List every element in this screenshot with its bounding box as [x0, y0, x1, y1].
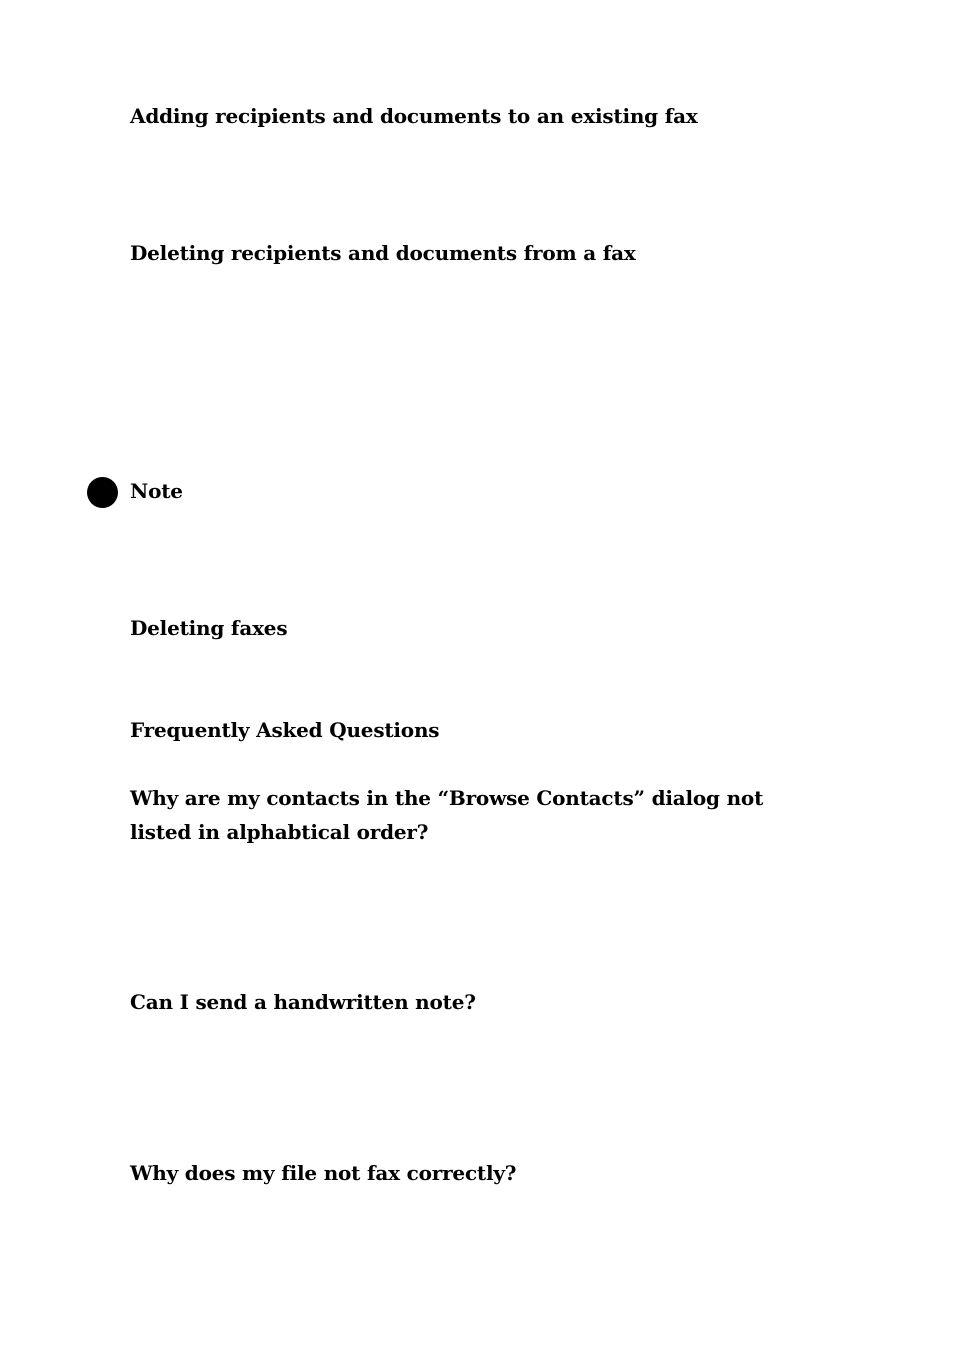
- note-bullet-icon: [87, 477, 118, 508]
- heading-faq: Frequently Asked Questions: [130, 718, 440, 742]
- faq-question-browse-contacts: Why are my contacts in the “Browse Contacts” dialog not listed in alphabtical order?: [130, 786, 764, 844]
- heading-deleting-faxes: Deleting faxes: [130, 616, 288, 640]
- heading-deleting-recipients: Deleting recipients and documents from a fax: [130, 241, 636, 265]
- heading-note: Note: [130, 479, 183, 503]
- faq-question-handwritten-note: Can I send a handwritten note?: [130, 990, 476, 1014]
- heading-adding-recipients: Adding recipients and documents to an existing fax: [130, 104, 698, 128]
- faq-question-fax-correctly: Why does my file not fax correctly?: [130, 1161, 517, 1185]
